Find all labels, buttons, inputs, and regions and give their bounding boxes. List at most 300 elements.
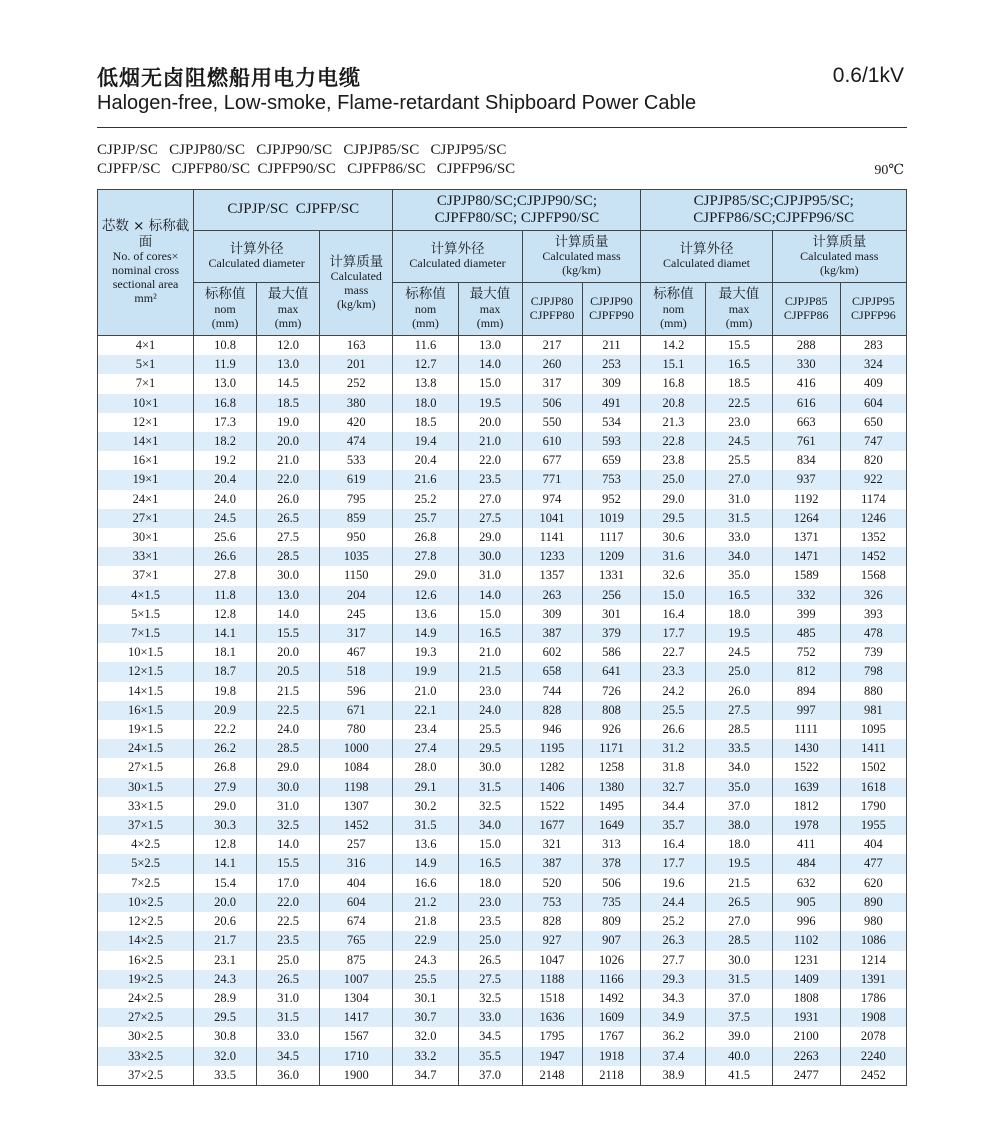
- table-cell: 18.0: [706, 605, 772, 624]
- table-cell: 677: [522, 451, 582, 470]
- table-cell: 17.0: [257, 874, 320, 893]
- table-cell: 1304: [320, 989, 393, 1008]
- table-cell: 771: [522, 470, 582, 489]
- header-g3-nom-unit: (mm): [660, 315, 687, 330]
- cable-spec-table: [97, 189, 907, 1086]
- table-cell: 23.0: [458, 893, 522, 912]
- table-cell: 506: [522, 394, 582, 413]
- table-cell: 34.5: [257, 1047, 320, 1066]
- table-cell: 25.6: [194, 528, 257, 547]
- table-cell: 10.8: [194, 336, 257, 356]
- table-cell: 34.0: [706, 758, 772, 777]
- cell-core-section: 10×2.5: [98, 893, 194, 912]
- header-group-2-line2: CJPFP80/SC; CJPFP90/SC: [434, 210, 600, 226]
- header-g3-max: [706, 283, 772, 336]
- table-cell: 16.5: [458, 854, 522, 873]
- table-cell: 20.0: [458, 413, 522, 432]
- model-list-line-1: CJPJP/SC CJPJP80/SC CJPJP90/SC CJPJP85/SC CJPJP95/SC: [97, 142, 507, 158]
- table-cell: 33.2: [393, 1047, 458, 1066]
- header-g1-diameter-cn: 计算外径: [229, 240, 284, 257]
- table-cell: 22.5: [706, 394, 772, 413]
- cell-core-section: 33×1.5: [98, 797, 194, 816]
- table-cell: 1417: [320, 1008, 393, 1027]
- table-cell: 16.8: [194, 394, 257, 413]
- table-cell: 25.5: [641, 701, 706, 720]
- table-cell: 586: [582, 643, 641, 662]
- table-cell: 35.0: [706, 566, 772, 585]
- table-cell: 41.5: [706, 1066, 772, 1086]
- header-g1-mass: [320, 231, 393, 336]
- table-cell: 28.0: [393, 758, 458, 777]
- table-cell: 37.5: [706, 1008, 772, 1027]
- table-cell: 753: [522, 893, 582, 912]
- table-row: [98, 643, 907, 662]
- cell-core-section: 33×1: [98, 547, 194, 566]
- header-group-1-label: CJPJP/SC CJPFP/SC: [227, 201, 360, 218]
- table-cell: 795: [320, 490, 393, 509]
- table-cell: 30.1: [393, 989, 458, 1008]
- table-cell: 1019: [582, 509, 641, 528]
- table-cell: 533: [320, 451, 393, 470]
- table-cell: 765: [320, 931, 393, 950]
- table-cell: 317: [522, 374, 582, 393]
- header-group-3-line1: CJPJP85/SC;CJPJP95/SC;: [693, 192, 854, 209]
- table-cell: 20.0: [257, 643, 320, 662]
- table-cell: 31.5: [458, 778, 522, 797]
- table-cell: 32.6: [641, 566, 706, 585]
- table-cell: 484: [772, 854, 840, 873]
- table-row: [98, 912, 907, 931]
- table-cell: 27.5: [706, 701, 772, 720]
- table-cell: 15.0: [458, 835, 522, 854]
- table-cell: 404: [320, 874, 393, 893]
- table-row: [98, 989, 907, 1008]
- table-cell: 18.0: [706, 835, 772, 854]
- table-cell: 27.5: [257, 528, 320, 547]
- table-cell: 37.0: [706, 797, 772, 816]
- table-cell: 13.6: [393, 605, 458, 624]
- table-cell: 1171: [582, 739, 641, 758]
- table-cell: 30.2: [393, 797, 458, 816]
- table-cell: 28.9: [194, 989, 257, 1008]
- table-cell: 15.5: [257, 624, 320, 643]
- table-cell: 506: [582, 874, 641, 893]
- table-cell: 23.0: [706, 413, 772, 432]
- table-cell: 11.9: [194, 355, 257, 374]
- table-cell: 1471: [772, 547, 840, 566]
- header-g3-sub2-l1: CJPJP95: [852, 294, 895, 309]
- table-cell: 478: [840, 624, 906, 643]
- table-row: [98, 835, 907, 854]
- table-cell: 21.0: [257, 451, 320, 470]
- header-core-section-en1: No. of cores×: [112, 249, 179, 264]
- table-cell: 1264: [772, 509, 840, 528]
- table-cell: 38.9: [641, 1066, 706, 1086]
- table-cell: 32.5: [458, 797, 522, 816]
- table-cell: 875: [320, 951, 393, 970]
- table-cell: 1931: [772, 1008, 840, 1027]
- table-cell: 15.0: [458, 605, 522, 624]
- table-cell: 604: [840, 394, 906, 413]
- table-cell: 16.5: [706, 355, 772, 374]
- table-cell: 21.2: [393, 893, 458, 912]
- cell-core-section: 27×1.5: [98, 758, 194, 777]
- table-cell: 20.0: [194, 893, 257, 912]
- table-cell: 33.5: [194, 1066, 257, 1086]
- title-divider: [97, 127, 907, 128]
- header-g2-mass-cn: 计算质量: [554, 233, 609, 250]
- header-g2-sub1-l1: CJPJP80: [530, 294, 574, 309]
- table-cell: 22.0: [458, 451, 522, 470]
- table-cell: 25.0: [458, 931, 522, 950]
- header-g2-diameter: [393, 231, 522, 283]
- table-cell: 22.5: [257, 912, 320, 931]
- table-cell: 19.2: [194, 451, 257, 470]
- table-cell: 201: [320, 355, 393, 374]
- table-row: [98, 854, 907, 873]
- table-cell: 1677: [522, 816, 582, 835]
- table-cell: 907: [582, 931, 641, 950]
- table-cell: 31.5: [257, 1008, 320, 1027]
- table-cell: 22.5: [257, 701, 320, 720]
- header-core-section-cn: 芯数 × 标称截面: [101, 218, 190, 250]
- table-cell: 15.1: [641, 355, 706, 374]
- header-g2-nom-unit: (mm): [412, 315, 439, 330]
- table-cell: 1174: [840, 490, 906, 509]
- header-g2-mass-en: Calculated mass: [542, 249, 621, 264]
- table-cell: 616: [772, 394, 840, 413]
- table-cell: 1246: [840, 509, 906, 528]
- table-cell: 256: [582, 586, 641, 605]
- table-cell: 31.5: [706, 970, 772, 989]
- table-cell: 15.5: [706, 336, 772, 356]
- header-g3-mass: [772, 231, 906, 283]
- table-cell: 34.3: [641, 989, 706, 1008]
- cell-core-section: 14×1: [98, 432, 194, 451]
- table-cell: 927: [522, 931, 582, 950]
- table-row: [98, 394, 907, 413]
- table-cell: 1790: [840, 797, 906, 816]
- table-cell: 21.0: [393, 682, 458, 701]
- table-cell: 20.0: [257, 432, 320, 451]
- table-cell: 1371: [772, 528, 840, 547]
- table-cell: 26.5: [458, 951, 522, 970]
- header-g2-diameter-en: Calculated diameter: [409, 256, 506, 271]
- table-cell: 22.2: [194, 720, 257, 739]
- table-cell: 24.0: [458, 701, 522, 720]
- cell-core-section: 7×1: [98, 374, 194, 393]
- table-cell: 31.5: [393, 816, 458, 835]
- temperature-rating: 90℃: [874, 163, 904, 178]
- table-cell: 1618: [840, 778, 906, 797]
- table-cell: 23.5: [458, 912, 522, 931]
- table-cell: 37.0: [458, 1066, 522, 1086]
- table-cell: 674: [320, 912, 393, 931]
- table-cell: 35.0: [706, 778, 772, 797]
- table-row: [98, 1047, 907, 1066]
- table-cell: 798: [840, 662, 906, 681]
- table-cell: 387: [522, 854, 582, 873]
- table-row: [98, 490, 907, 509]
- table-cell: 14.1: [194, 624, 257, 643]
- table-cell: 1812: [772, 797, 840, 816]
- table-cell: 1111: [772, 720, 840, 739]
- table-cell: 1331: [582, 566, 641, 585]
- table-cell: 21.5: [706, 874, 772, 893]
- page-title-cn: 低烟无卤阻燃船用电力电缆: [97, 66, 361, 90]
- table-cell: 263: [522, 586, 582, 605]
- table-row: [98, 605, 907, 624]
- header-g2-sub2-l2: CJPFP90: [589, 308, 634, 322]
- header-g1-diameter: [194, 231, 320, 283]
- table-cell: 996: [772, 912, 840, 931]
- table-cell: 257: [320, 835, 393, 854]
- header-g3-mass-cn: 计算质量: [812, 233, 867, 250]
- table-cell: 1117: [582, 528, 641, 547]
- table-cell: 922: [840, 470, 906, 489]
- table-cell: 1214: [840, 951, 906, 970]
- table-cell: 950: [320, 528, 393, 547]
- cell-core-section: 19×2.5: [98, 970, 194, 989]
- table-cell: 1086: [840, 931, 906, 950]
- table-cell: 30.7: [393, 1008, 458, 1027]
- cell-core-section: 16×2.5: [98, 951, 194, 970]
- table-cell: 1495: [582, 797, 641, 816]
- table-cell: 25.0: [706, 662, 772, 681]
- table-cell: 38.0: [706, 816, 772, 835]
- table-cell: 14.9: [393, 624, 458, 643]
- cell-core-section: 33×2.5: [98, 1047, 194, 1066]
- table-cell: 26.0: [706, 682, 772, 701]
- table-cell: 21.8: [393, 912, 458, 931]
- table-cell: 316: [320, 854, 393, 873]
- header-group-1: [194, 190, 393, 231]
- table-cell: 24.0: [194, 490, 257, 509]
- table-cell: 17.3: [194, 413, 257, 432]
- table-cell: 35.5: [458, 1047, 522, 1066]
- table-cell: 726: [582, 682, 641, 701]
- table-cell: 39.0: [706, 1027, 772, 1046]
- table-cell: 411: [772, 835, 840, 854]
- table-cell: 30.0: [257, 566, 320, 585]
- table-cell: 2452: [840, 1066, 906, 1086]
- table-cell: 33.0: [257, 1027, 320, 1046]
- table-cell: 23.5: [458, 470, 522, 489]
- cell-core-section: 27×1: [98, 509, 194, 528]
- table-cell: 23.8: [641, 451, 706, 470]
- header-g3-mass-unit: (kg/km): [819, 263, 859, 278]
- table-cell: 22.1: [393, 701, 458, 720]
- header-g2-max: [458, 283, 522, 336]
- table-cell: 26.2: [194, 739, 257, 758]
- table-cell: 641: [582, 662, 641, 681]
- table-cell: 324: [840, 355, 906, 374]
- table-cell: 1035: [320, 547, 393, 566]
- table-cell: 15.4: [194, 874, 257, 893]
- table-row: [98, 336, 907, 356]
- table-cell: 1357: [522, 566, 582, 585]
- table-cell: 859: [320, 509, 393, 528]
- table-cell: 820: [840, 451, 906, 470]
- table-cell: 18.7: [194, 662, 257, 681]
- table-cell: 11.6: [393, 336, 458, 356]
- table-cell: 828: [522, 912, 582, 931]
- table-cell: 30.3: [194, 816, 257, 835]
- header-g2-sub2: [582, 283, 641, 336]
- cell-core-section: 30×1.5: [98, 778, 194, 797]
- table-cell: 1195: [522, 739, 582, 758]
- table-cell: 671: [320, 701, 393, 720]
- table-cell: 34.0: [706, 547, 772, 566]
- table-cell: 29.0: [257, 758, 320, 777]
- table-cell: 19.3: [393, 643, 458, 662]
- table-cell: 937: [772, 470, 840, 489]
- table-cell: 22.9: [393, 931, 458, 950]
- table-cell: 321: [522, 835, 582, 854]
- table-cell: 420: [320, 413, 393, 432]
- table-cell: 28.5: [257, 547, 320, 566]
- table-row: [98, 586, 907, 605]
- table-cell: 19.8: [194, 682, 257, 701]
- header-g3-nom-en: nom: [662, 301, 685, 316]
- table-cell: 1231: [772, 951, 840, 970]
- table-cell: 13.0: [257, 586, 320, 605]
- table-cell: 24.3: [393, 951, 458, 970]
- header-g3-diameter-cn: 计算外径: [679, 240, 734, 257]
- table-cell: 416: [772, 374, 840, 393]
- table-cell: 550: [522, 413, 582, 432]
- table-cell: 1150: [320, 566, 393, 585]
- page-title-en: Halogen-free, Low-smoke, Flame-retardant Shipboard Power Cable: [97, 92, 697, 114]
- header-g3-max-en: max: [728, 301, 750, 316]
- table-cell: 13.6: [393, 835, 458, 854]
- table-row: [98, 547, 907, 566]
- table-cell: 36.0: [257, 1066, 320, 1086]
- table-cell: 31.2: [641, 739, 706, 758]
- table-cell: 1198: [320, 778, 393, 797]
- table-cell: 1258: [582, 758, 641, 777]
- table-cell: 735: [582, 893, 641, 912]
- table-row: [98, 720, 907, 739]
- table-row: [98, 739, 907, 758]
- header-g2-sub1-l2: CJPFP80: [529, 308, 575, 322]
- table-row: [98, 509, 907, 528]
- table-cell: 40.0: [706, 1047, 772, 1066]
- header-g2-nom-cn: 标称值: [405, 286, 446, 303]
- table-cell: 20.4: [194, 470, 257, 489]
- table-cell: 1141: [522, 528, 582, 547]
- table-cell: 26.8: [393, 528, 458, 547]
- table-cell: 14.1: [194, 854, 257, 873]
- table-cell: 1095: [840, 720, 906, 739]
- table-cell: 1047: [522, 951, 582, 970]
- table-cell: 21.5: [257, 682, 320, 701]
- table-cell: 1282: [522, 758, 582, 777]
- table-cell: 1636: [522, 1008, 582, 1027]
- header-g3-max-cn: 最大值: [718, 286, 760, 303]
- table-cell: 378: [582, 854, 641, 873]
- cell-core-section: 30×2.5: [98, 1027, 194, 1046]
- cell-core-section: 19×1: [98, 470, 194, 489]
- table-cell: 27.5: [458, 509, 522, 528]
- table-cell: 1786: [840, 989, 906, 1008]
- table-cell: 20.8: [641, 394, 706, 413]
- table-row: [98, 1066, 907, 1086]
- header-g3-sub1-l1: CJPJP85: [784, 294, 828, 309]
- table-cell: 1609: [582, 1008, 641, 1027]
- table-row: [98, 797, 907, 816]
- cell-core-section: 27×2.5: [98, 1008, 194, 1027]
- table-cell: 974: [522, 490, 582, 509]
- table-cell: 23.1: [194, 951, 257, 970]
- table-cell: 28.5: [257, 739, 320, 758]
- table-cell: 12.0: [257, 336, 320, 356]
- cell-core-section: 4×1: [98, 336, 194, 356]
- table-cell: 1522: [522, 797, 582, 816]
- table-cell: 211: [582, 336, 641, 356]
- cell-core-section: 14×2.5: [98, 931, 194, 950]
- table-cell: 29.0: [458, 528, 522, 547]
- cell-core-section: 12×1.5: [98, 662, 194, 681]
- table-cell: 24.5: [706, 432, 772, 451]
- table-cell: 332: [772, 586, 840, 605]
- table-cell: 14.0: [458, 355, 522, 374]
- table-cell: 32.5: [458, 989, 522, 1008]
- table-cell: 379: [582, 624, 641, 643]
- cell-core-section: 4×1.5: [98, 586, 194, 605]
- table-cell: 1233: [522, 547, 582, 566]
- table-cell: 31.0: [257, 797, 320, 816]
- header-g3-mass-en: Calculated mass: [800, 249, 879, 264]
- table-cell: 163: [320, 336, 393, 356]
- table-row: [98, 355, 907, 374]
- header-g3-sub2-l2: CJPFP96: [851, 308, 896, 322]
- table-cell: 491: [582, 394, 641, 413]
- table-cell: 217: [522, 336, 582, 356]
- table-cell: 30.0: [706, 951, 772, 970]
- table-cell: 663: [772, 413, 840, 432]
- table-cell: 1649: [582, 816, 641, 835]
- header-g3-diameter-en: Calculated diamet: [663, 256, 750, 271]
- table-cell: 14.0: [458, 586, 522, 605]
- table-cell: 20.4: [393, 451, 458, 470]
- table-cell: 477: [840, 854, 906, 873]
- table-cell: 12.8: [194, 835, 257, 854]
- table-cell: 812: [772, 662, 840, 681]
- table-cell: 253: [582, 355, 641, 374]
- header-g1-max-unit: (mm): [274, 315, 302, 330]
- table-cell: 16.8: [641, 374, 706, 393]
- table-cell: 26.6: [641, 720, 706, 739]
- table-cell: 1918: [582, 1047, 641, 1066]
- table-row: [98, 778, 907, 797]
- table-cell: 36.2: [641, 1027, 706, 1046]
- table-cell: 1710: [320, 1047, 393, 1066]
- table-cell: 17.7: [641, 624, 706, 643]
- header-group-3-line2: CJPFP86/SC;CJPFP96/SC: [693, 210, 855, 226]
- table-cell: 27.0: [706, 912, 772, 931]
- table-cell: 1947: [522, 1047, 582, 1066]
- table-cell: 330: [772, 355, 840, 374]
- table-cell: 25.7: [393, 509, 458, 528]
- table-cell: 25.0: [257, 951, 320, 970]
- cell-core-section: 12×2.5: [98, 912, 194, 931]
- table-cell: 834: [772, 451, 840, 470]
- table-cell: 12.6: [393, 586, 458, 605]
- table-cell: 13.0: [257, 355, 320, 374]
- table-cell: 33.0: [706, 528, 772, 547]
- table-cell: 26.5: [257, 509, 320, 528]
